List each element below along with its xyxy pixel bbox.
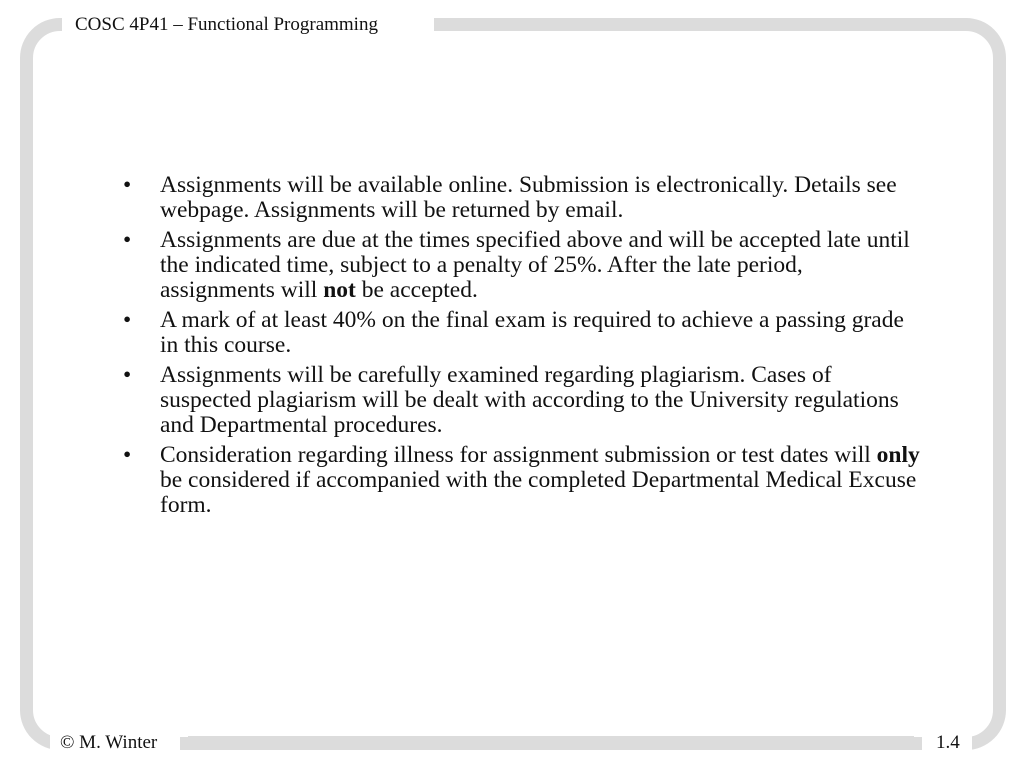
bullet-text: Consideration regarding illness for assignment submission or test dates will	[160, 442, 877, 468]
footer-rule	[188, 736, 914, 749]
bullet-item	[120, 443, 920, 518]
bullet-text: Assignments are due at the times specified above and will be accepted late until the indicated time, subject to a penalty of 25%. After the late period, assignments will	[160, 227, 910, 303]
course-title: COSC 4P41 – Functional Programming	[75, 14, 378, 35]
page-number: 1.4	[936, 732, 960, 753]
bullet-emphasis: not	[323, 277, 356, 303]
bullet-text: Assignments will be carefully examined regarding plagiarism. Cases of suspected plagiarism will be dealt with according to the University regulations and Departmental procedures.	[160, 362, 899, 438]
bullet-text-end: be considered if accompanied with the completed Departmental Medical Excuse form.	[160, 467, 917, 518]
bullet-text: A mark of at least 40% on the final exam is required to achieve a passing grade in this course.	[160, 307, 904, 358]
bullet-icon: •	[123, 227, 132, 253]
bullet-item	[120, 173, 920, 223]
bullet-icon: •	[123, 442, 132, 468]
bullet-text: Assignments will be available online. Submission is electronically. Details see webpage. Assignments will be returned by email.	[160, 172, 897, 223]
bullet-text-end: be accepted.	[355, 277, 478, 303]
bullet-emphasis: only	[876, 442, 920, 468]
bullet-icon: •	[123, 362, 132, 388]
bullet-item	[120, 308, 920, 358]
bullet-item	[120, 228, 920, 303]
bullet-icon: •	[123, 307, 132, 333]
bullet-list	[120, 173, 920, 523]
bullet-item	[120, 363, 920, 438]
copyright-notice: © M. Winter	[60, 732, 158, 753]
bullet-icon: •	[123, 172, 132, 198]
